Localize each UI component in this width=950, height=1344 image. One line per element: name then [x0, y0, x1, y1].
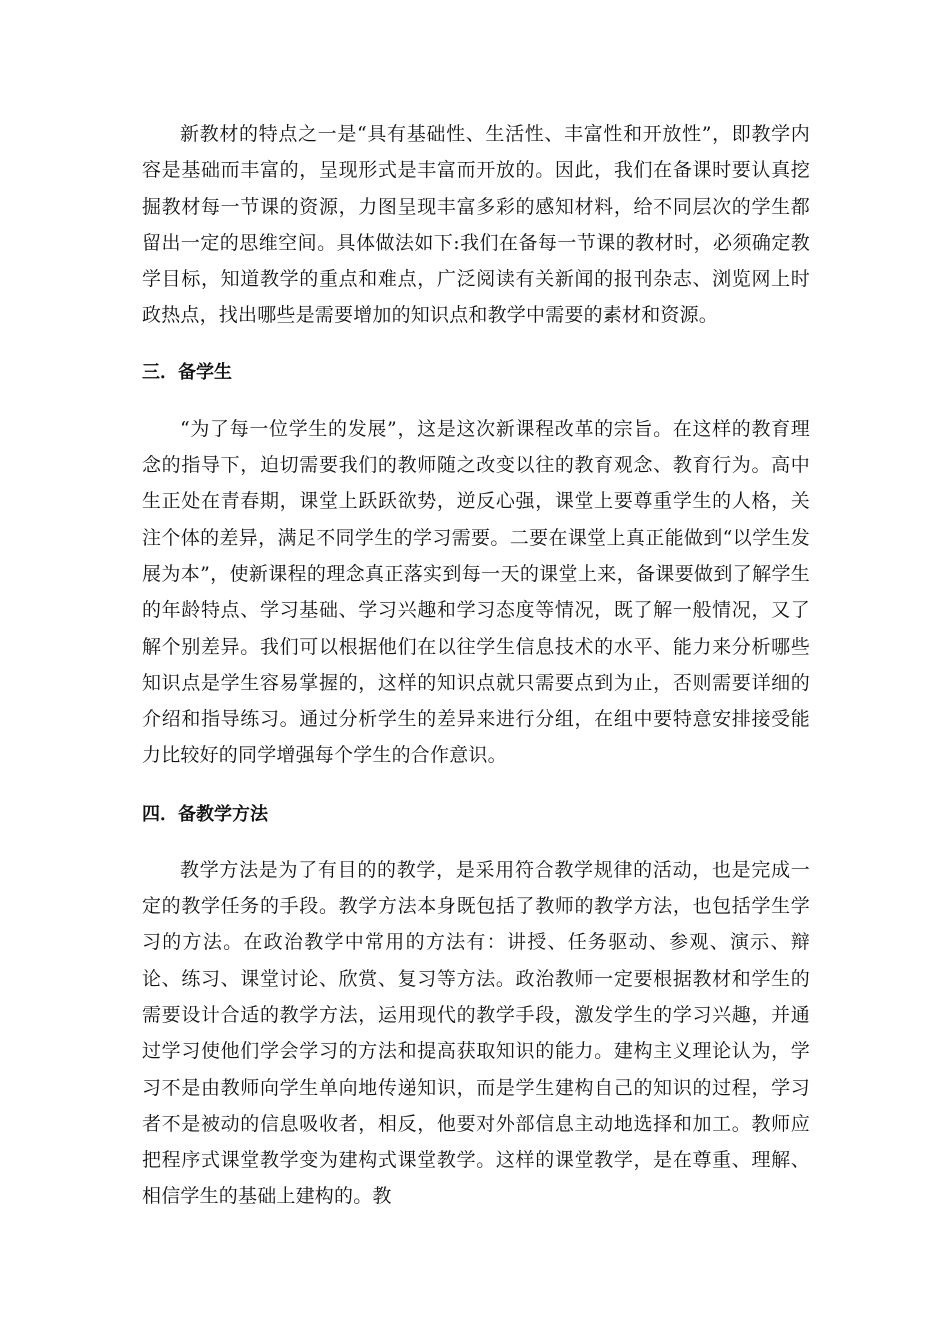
paragraph-textbook-resources: 新教材的特点之一是“具有基础性、生活性、丰富性和开放性”，即教学内容是基础而丰富的，呈现形式是丰富而开放的。因此，我们在备课时要认真挖掘教材每一节课的资源，力图呈现丰富多彩的感知材料，给不同层次的学生都留出一定的思维空间。具体做法如下:我们在备每一节课的教材时，必须确定教学目标，知道教学的重点和难点，广泛阅读有关新闻的报刊杂志、浏览网上时政热点，找出哪些是需要增加的知识点和教学中需要的素材和资源。: [142, 123, 810, 327]
document-body: [142, 116, 810, 1215]
paragraph-students: “为了每一位学生的发展”，这是这次新课程改革的宗旨。在这样的教育理念的指导下，迫切需要我们的教师随之改变以往的教育观念、教育行为。高中生正处在青春期，课堂上跃跃欲势，逆反心强，课堂上要尊重学生的人格，关注个体的差异，满足不同学生的学习需要。二要在课堂上真正能做到“以学生发展为本”，使新课程的理念真正落实到每一天的课堂上来，备课要做到了解学生的年龄特点、学习基础、学习兴趣和学习态度等情况，既了解一般情况，又了解个别差异。我们可以根据他们在以往学生信息技术的水平、能力来分析哪些知识点是学生容易掌握的，这样的知识点就只需要点到为止，否则需要详细的介绍和指导练习。通过分析学生的差异来进行分组，在组中要特意安排接受能力比较好的同学增强每个学生的合作意识。: [142, 417, 810, 767]
paragraph-teaching-methods: 教学方法是为了有目的的教学，是采用符合教学规律的活动，也是完成一定的教学任务的手段。教学方法本身既包括了教师的教学方法，也包括学生学习的方法。在政治教学中常用的方法有：讲授、任务驱动、参观、演示、辩论、练习、课堂讨论、欣赏、复习等方法。政治教师一定要根据教材和学生的需要设计合适的教学方法，运用现代的教学手段，激发学生的学习兴趣，并通过学习使他们学会学习的方法和提高获取知识的能力。建构主义理论认为，学习不是由教师向学生单向地传递知识，而是学生建构自己的知识的过程，学习者不是被动的信息吸收者，相反，他要对外部信息主动地选择和加工。教师应把程序式课堂教学变为建构式课堂教学。这样的课堂教学，是在尊重、理解、相信学生的基础上建构的。教: [142, 858, 810, 1208]
section-heading-students: 三．备学生: [142, 361, 232, 383]
section-heading-teaching-methods: 四．备教学方法: [142, 803, 268, 825]
